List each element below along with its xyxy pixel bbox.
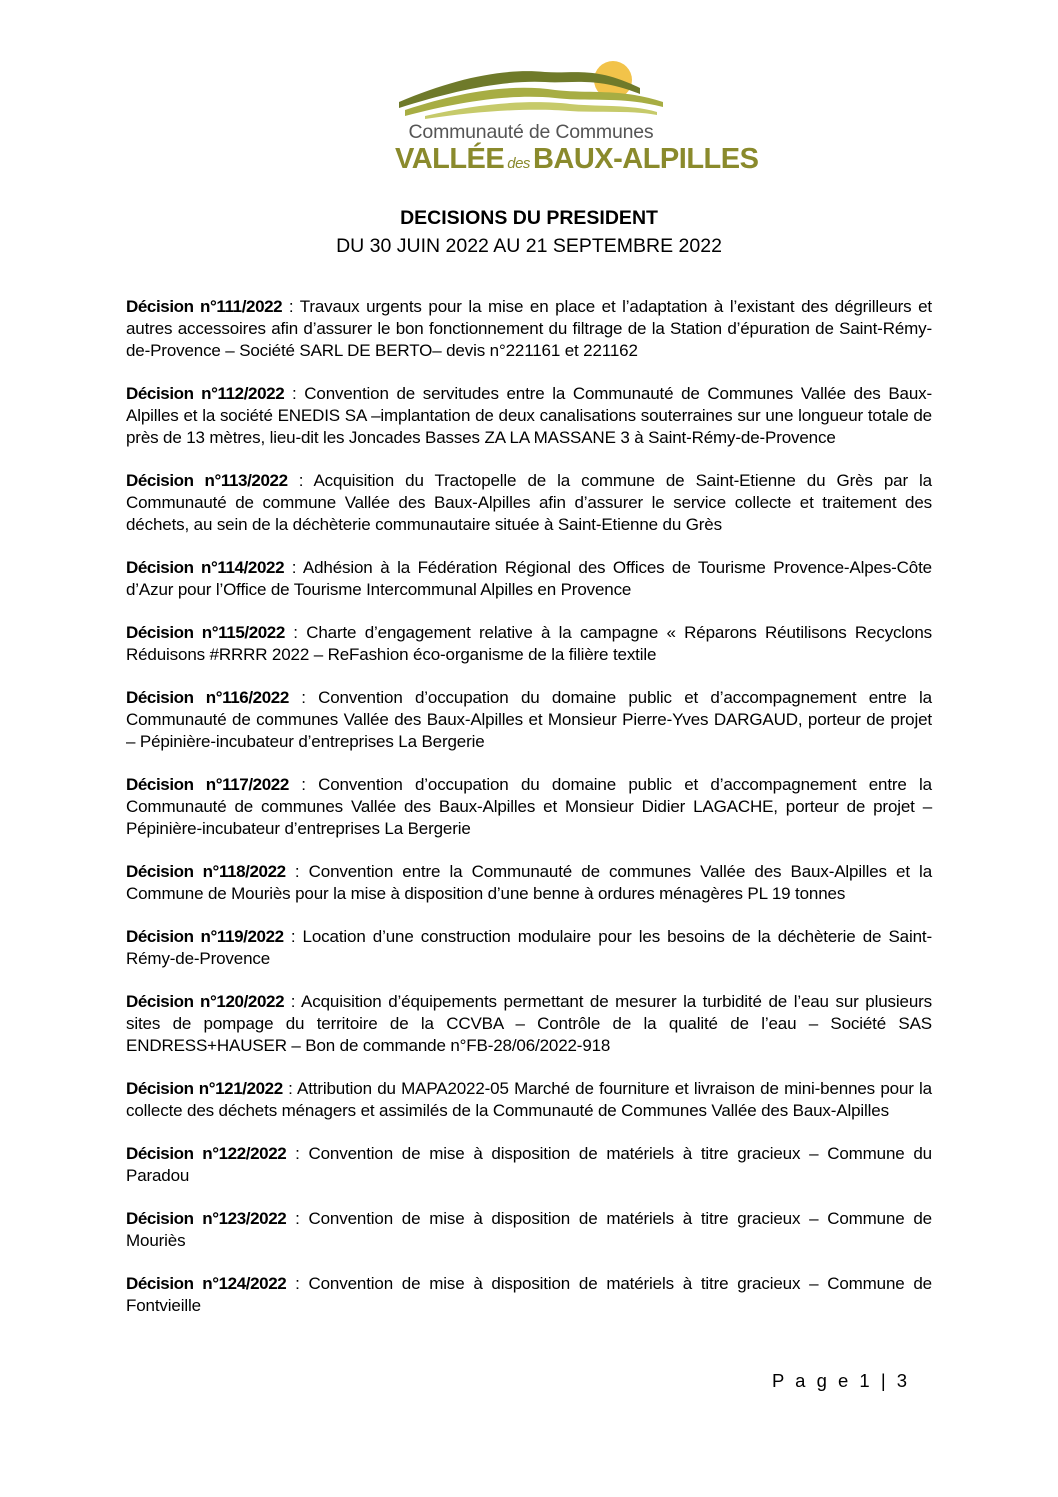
decision-text: : Charte d’engagement relative à la campagne « Réparons Réutilisons Recyclons Réduisons #RRRR 2022 – ReFashion éco-organisme de la filière textile bbox=[126, 623, 932, 664]
decision-item bbox=[126, 1143, 932, 1187]
decision-item bbox=[126, 926, 932, 970]
decision-item bbox=[126, 296, 932, 362]
decision-text: : Convention d’occupation du domaine public et d’accompagnement entre la Communauté de communes Vallée des Baux-Alpilles et Monsieur Didier LAGACHE, porteur de projet – Pépinière-incubateur d’entreprises La Bergerie bbox=[126, 775, 932, 838]
decision-text: : Convention de mise à disposition de matériels à titre gracieux – Commune de Fontvieille bbox=[126, 1274, 932, 1315]
logo-baux-alpilles: BAUX-ALPILLES bbox=[532, 143, 759, 175]
decision-label: Décision n°117/2022 bbox=[126, 775, 289, 794]
decision-text: : Attribution du MAPA2022-05 Marché de fourniture et livraison de mini-bennes pour la collecte des déchets ménagers et assimilés de la Communauté de Communes Vallée des Baux-Alpilles bbox=[126, 1079, 932, 1120]
logo-line1: Communauté de Communes bbox=[408, 121, 654, 143]
decision-text: : Location d’une construction modulaire pour les besoins de la déchèterie de Saint-Rémy-de-Provence bbox=[126, 927, 932, 968]
decision-item bbox=[126, 470, 932, 536]
document-subtitle: DU 30 JUIN 2022 AU 21 SEPTEMBRE 2022 bbox=[336, 235, 722, 257]
decision-label: Décision n°115/2022 bbox=[126, 623, 285, 642]
logo bbox=[395, 58, 759, 183]
decision-item bbox=[126, 1078, 932, 1122]
decision-text: : Convention d’occupation du domaine public et d’accompagnement entre la Communauté de communes Vallée des Baux-Alpilles et Monsieur Pierre-Yves DARGAUD, porteur de projet – Pépinière-incubateur d’entreprises La Bergerie bbox=[126, 688, 932, 751]
decision-text: : Convention de mise à disposition de matériels à titre gracieux – Commune du Paradou bbox=[126, 1144, 932, 1185]
decisions-list bbox=[126, 296, 932, 1338]
decision-label: Décision n°114/2022 bbox=[126, 558, 285, 577]
decision-label: Décision n°119/2022 bbox=[126, 927, 284, 946]
decision-item bbox=[126, 557, 932, 601]
decision-item bbox=[126, 1208, 932, 1252]
logo-vallee: VALLÉE bbox=[395, 143, 505, 175]
decision-label: Décision n°121/2022 bbox=[126, 1079, 283, 1098]
decision-item bbox=[126, 383, 932, 449]
decision-item bbox=[126, 622, 932, 666]
decision-item bbox=[126, 1273, 932, 1317]
decision-label: Décision n°118/2022 bbox=[126, 862, 286, 881]
decision-label: Décision n°112/2022 bbox=[126, 384, 285, 403]
decision-label: Décision n°120/2022 bbox=[126, 992, 285, 1011]
logo-hills-icon bbox=[395, 58, 670, 120]
decision-label: Décision n°116/2022 bbox=[126, 688, 289, 707]
decision-text: : Acquisition du Tractopelle de la commune de Saint-Etienne du Grès par la Communauté de commune Vallée des Baux-Alpilles afin d’assurer le service collecte et traitement des déchets, au sein de la déchèterie communautaire située à Saint-Etienne du Grès bbox=[126, 471, 932, 534]
decision-label: Décision n°111/2022 bbox=[126, 297, 283, 316]
decision-label: Décision n°123/2022 bbox=[126, 1209, 287, 1228]
document-title: DECISIONS DU PRESIDENT bbox=[400, 207, 658, 229]
logo-line2 bbox=[395, 143, 759, 176]
decision-text: : Convention entre la Communauté de communes Vallée des Baux-Alpilles et la Commune de Mouriès pour la mise à disposition d’une benne à ordures ménagères PL 19 tonnes bbox=[126, 862, 932, 903]
decision-text: : Convention de servitudes entre la Communauté de Communes Vallée des Baux-Alpilles et la société ENEDIS SA –implantation de deux canalisations souterraines sur une longueur totale de près de 13 mètres, lieu-dit les Joncades Basses ZA LA MASSANE 3 à Saint-Rémy-de-Provence bbox=[126, 384, 932, 447]
decision-text: : Acquisition d’équipements permettant de mesurer la turbidité de l’eau sur plusieurs sites de pompage du territoire de la CCVBA – Contrôle de la qualité de l’eau – Société SAS ENDRESS+HAUSER – Bon de commande n°FB-28/06/2022-918 bbox=[126, 992, 932, 1055]
decision-item bbox=[126, 861, 932, 905]
decision-item bbox=[126, 687, 932, 753]
decision-text: : Adhésion à la Fédération Régional des Offices de Tourisme Provence-Alpes-Côte d’Azur pour l’Office de Tourisme Intercommunal Alpilles en Provence bbox=[126, 558, 932, 599]
decision-label: Décision n°122/2022 bbox=[126, 1144, 287, 1163]
logo-des: des bbox=[507, 155, 530, 172]
decision-item bbox=[126, 774, 932, 840]
decision-text: : Travaux urgents pour la mise en place et l’adaptation à l’existant des dégrilleurs et autres accessoires afin d’assurer le bon fonctionnement du filtrage de la Station d’épuration de Saint-Rémy-de-Provence – Société SARL DE BERTO– devis n°221161 et 221162 bbox=[126, 297, 932, 360]
decision-item bbox=[126, 991, 932, 1057]
decision-text: : Convention de mise à disposition de matériels à titre gracieux – Commune de Mouriès bbox=[126, 1209, 932, 1250]
decision-label: Décision n°124/2022 bbox=[126, 1274, 287, 1293]
page-number: P a g e 1 | 3 bbox=[772, 1370, 911, 1391]
decision-label: Décision n°113/2022 bbox=[126, 471, 288, 490]
